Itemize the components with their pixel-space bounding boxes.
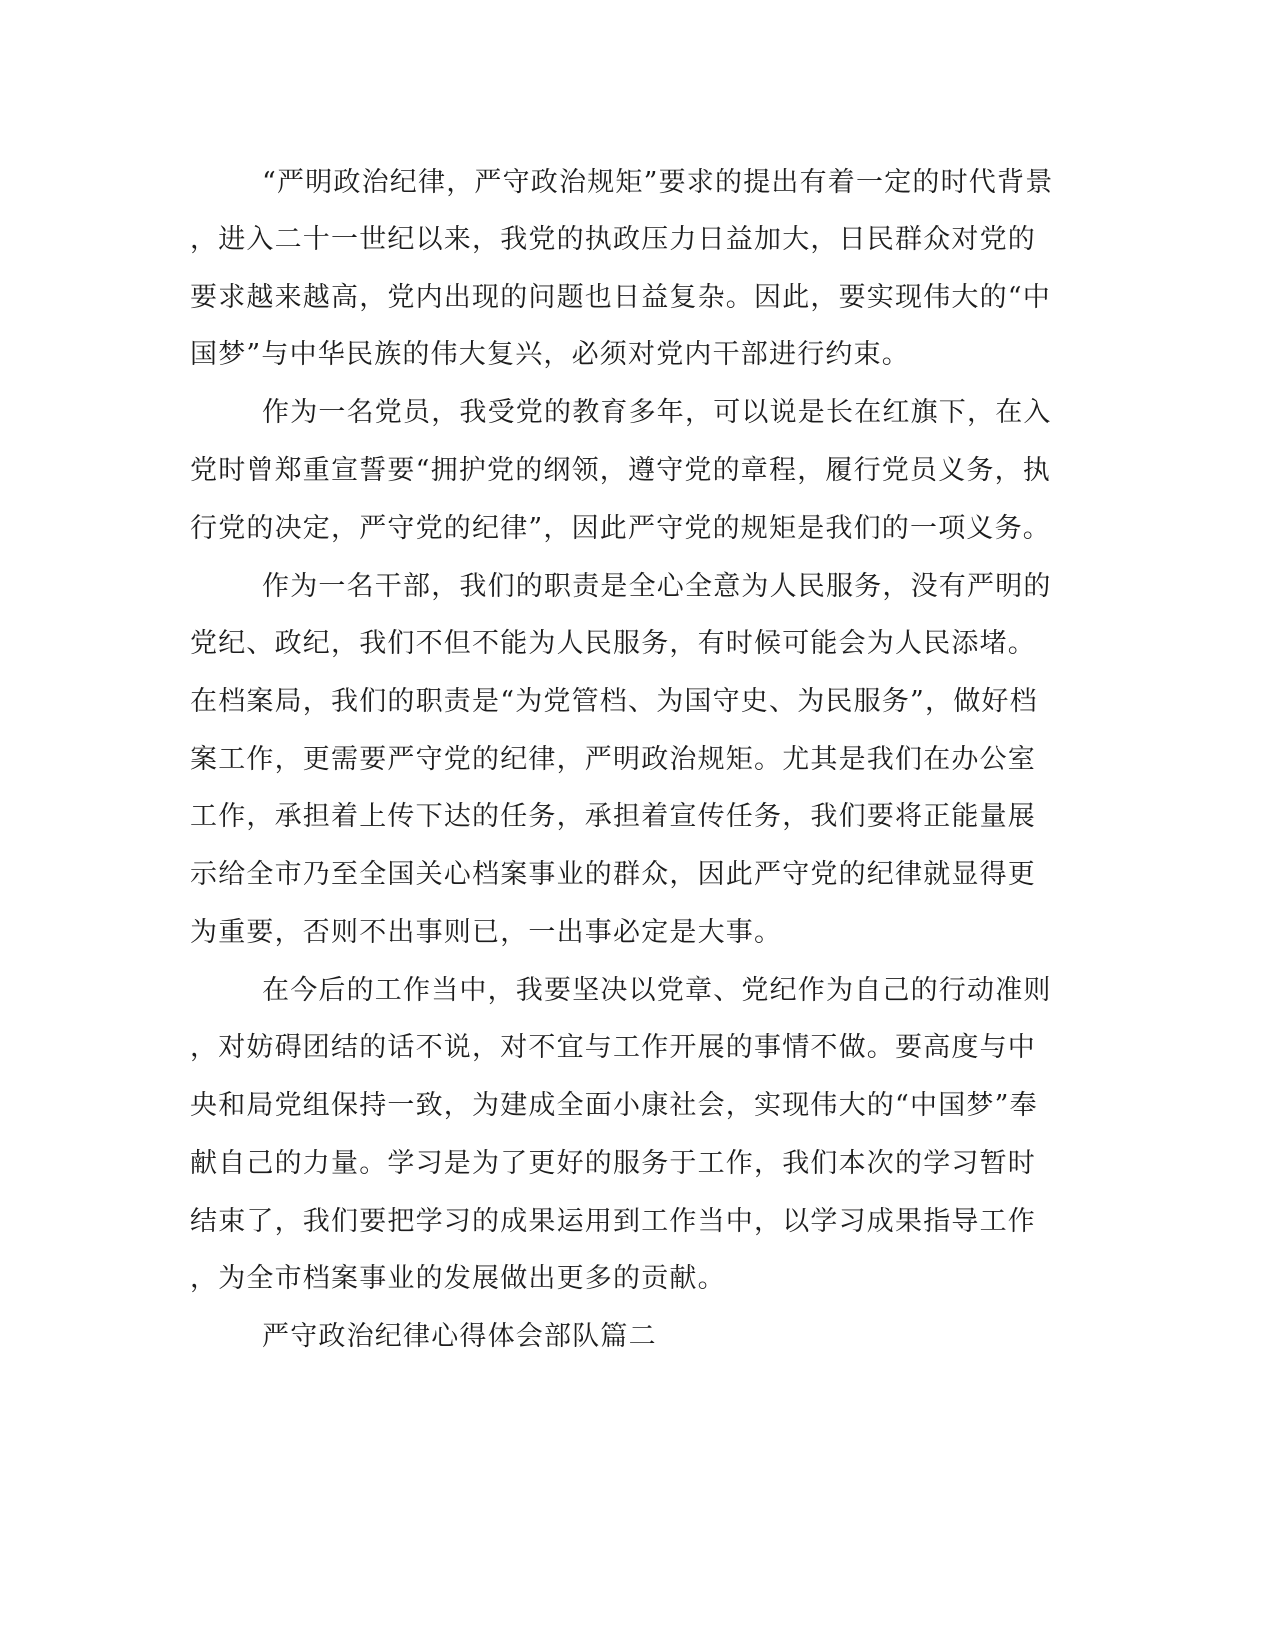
text-line: 案工作，更需要严守党的纪律，严明政治规矩。尤其是我们在办公室 [190, 744, 1036, 775]
text-line: 结束了，我们要把学习的成果运用到工作当中，以学习成果指导工作 [190, 1206, 1036, 1237]
text-line: ，为全市档案事业的发展做出更多的贡献。 [190, 1263, 726, 1294]
text-line: 党时曾郑重宣誓要“拥护党的纲领，遵守党的章程，履行党员义务，执 [190, 455, 1052, 486]
text-line: 国梦”与中华民族的伟大复兴，必须对党内干部进行约束。 [190, 339, 911, 370]
text-line: 要求越来越高，党内出现的问题也日益复杂。因此，要实现伟大的“中 [190, 282, 1052, 313]
text-line: 在档案局，我们的职责是“为党管档、为国守史、为民服务”，做好档 [190, 686, 1038, 717]
section-heading: 严守政治纪律心得体会部队篇二 [262, 1321, 657, 1352]
text-line: 献自己的力量。学习是为了更好的服务于工作，我们本次的学习暂时 [190, 1148, 1036, 1179]
text-line: 在今后的工作当中，我要坚决以党章、党纪作为自己的行动准则 [262, 975, 1052, 1006]
text-line: ，进入二十一世纪以来，我党的执政压力日益加大，日民群众对党的 [190, 224, 1036, 255]
text-line: 作为一名干部，我们的职责是全心全意为人民服务，没有严明的 [262, 571, 1052, 602]
text-line: 作为一名党员，我受党的教育多年，可以说是长在红旗下，在入 [262, 397, 1052, 428]
text-line: 党纪、政纪，我们不但不能为人民服务，有时候可能会为人民添堵。 [190, 628, 1036, 659]
text-line: 工作，承担着上传下达的任务，承担着宣传任务，我们要将正能量展 [190, 801, 1036, 832]
text-line: “严明政治纪律，严守政治规矩”要求的提出有着一定的时代背景 [262, 167, 1054, 198]
text-line: ，对妨碍团结的话不说，对不宜与工作开展的事情不做。要高度与中 [190, 1032, 1036, 1063]
text-line: 央和局党组保持一致，为建成全面小康社会，实现伟大的“中国梦”奉 [190, 1090, 1038, 1121]
text-line: 行党的决定，严守党的纪律”，因此严守党的规矩是我们的一项义务。 [190, 513, 1052, 544]
text-line: 为重要，否则不出事则已，一出事必定是大事。 [190, 917, 783, 948]
text-line: 示给全市乃至全国关心档案事业的群众，因此严守党的纪律就显得更 [190, 859, 1036, 890]
